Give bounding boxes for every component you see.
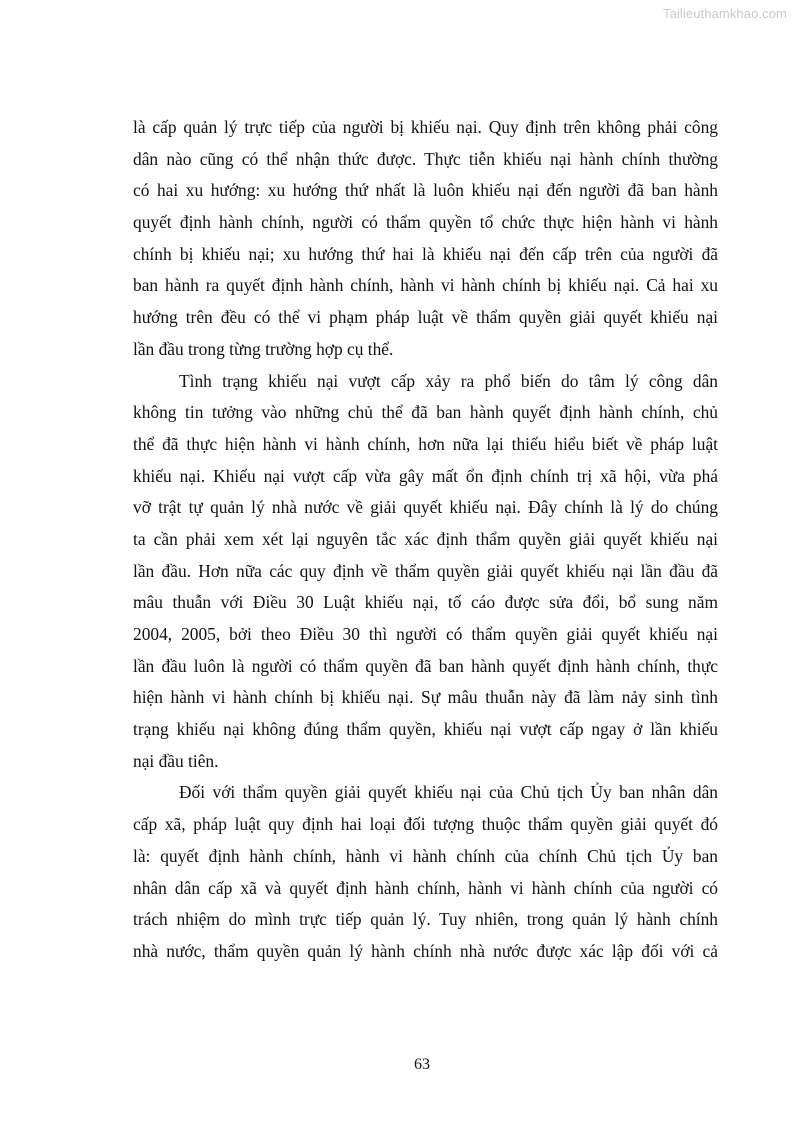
text-line: chính bị khiếu nại; xu hướng thứ hai là khiếu nại đến cấp trên của người đã [133, 243, 718, 264]
text-line: Đối với thẩm quyền giải quyết khiếu nại của Chủ tịch Ủy ban nhân dân [179, 782, 718, 803]
text-line: lần đầu. Hơn nữa các quy định về thẩm quyền giải quyết khiếu nại lần đầu đã [133, 560, 718, 581]
text-line: có hai xu hướng: xu hướng thứ nhất là luôn khiếu nại đến người đã ban hành [133, 180, 718, 201]
text-line: là: quyết định hành chính, hành vi hành chính của chính Chủ tịch Ủy ban [133, 845, 718, 866]
text-line: hiện hành vi hành chính bị khiếu nại. Sự mâu thuẫn này đã làm nảy sinh tình [133, 687, 718, 708]
text-line: mâu thuẫn với Điều 30 Luật khiếu nại, tố cáo được sửa đổi, bổ sung năm [133, 592, 718, 613]
text-line: lần đầu trong từng trường hợp cụ thể. [133, 338, 394, 359]
paragraph [133, 366, 718, 778]
text-line: lần đầu luôn là người có thẩm quyền đã ban hành quyết định hành chính, thực [133, 655, 718, 676]
text-line: nhân dân cấp xã và quyết định hành chính, hành vi hành chính của người có [133, 877, 718, 898]
text-line: là cấp quản lý trực tiếp của người bị khiếu nại. Quy định trên không phải công [133, 117, 718, 137]
text-line: vỡ trật tự quản lý nhà nước về giải quyết khiếu nại. Đây chính là lý do chúng [133, 497, 718, 518]
text-line: hướng trên đều có thể vi phạm pháp luật về thẩm quyền giải quyết khiếu nại [133, 307, 718, 328]
text-line: ban hành ra quyết định hành chính, hành vi hành chính bị khiếu nại. Cả hai xu [133, 275, 718, 296]
text-line: không tin tưởng vào những chủ thể đã ban hành quyết định hành chính, chủ [133, 402, 718, 423]
text-line: quyết định hành chính, người có thẩm quyền tổ chức thực hiện hành vi hành [133, 212, 718, 233]
text-line: dân nào cũng có thể nhận thức được. Thực tiễn khiếu nại hành chính thường [133, 148, 718, 169]
text-line: nhà nước, thẩm quyền quản lý hành chính nhà nước được xác lập đối với cả [133, 940, 718, 961]
text-line: Tình trạng khiếu nại vượt cấp xảy ra phổ biến do tâm lý công dân [179, 370, 718, 391]
text-line: thể đã thực hiện hành vi hành chính, hơn nữa lại thiếu hiểu biết về pháp luật [133, 433, 718, 454]
text-line: trạng khiếu nại không đúng thẩm quyền, khiếu nại vượt cấp ngay ở lần khiếu [133, 719, 718, 740]
paragraph [133, 777, 718, 967]
text-line: khiếu nại. Khiếu nại vượt cấp vừa gây mất ổn định chính trị xã hội, vừa phá [133, 465, 718, 486]
text-line: 2004, 2005, bởi theo Điều 30 thì người có thẩm quyền giải quyết khiếu nại [133, 624, 718, 644]
text-line: cấp xã, pháp luật quy định hai loại đối tượng thuộc thẩm quyền giải quyết đó [133, 814, 718, 835]
document-body [133, 112, 718, 968]
page-number: 63 [414, 1056, 430, 1073]
watermark-text: Tailieuthamkhao.com [662, 6, 787, 21]
text-line: ta cần phải xem xét lại nguyên tắc xác định thẩm quyền giải quyết khiếu nại [133, 528, 718, 549]
text-line: nại đầu tiên. [133, 750, 219, 771]
text-line: trách nhiệm do mình trực tiếp quản lý. Tuy nhiên, trong quản lý hành chính [133, 909, 718, 930]
paragraph [133, 112, 718, 366]
